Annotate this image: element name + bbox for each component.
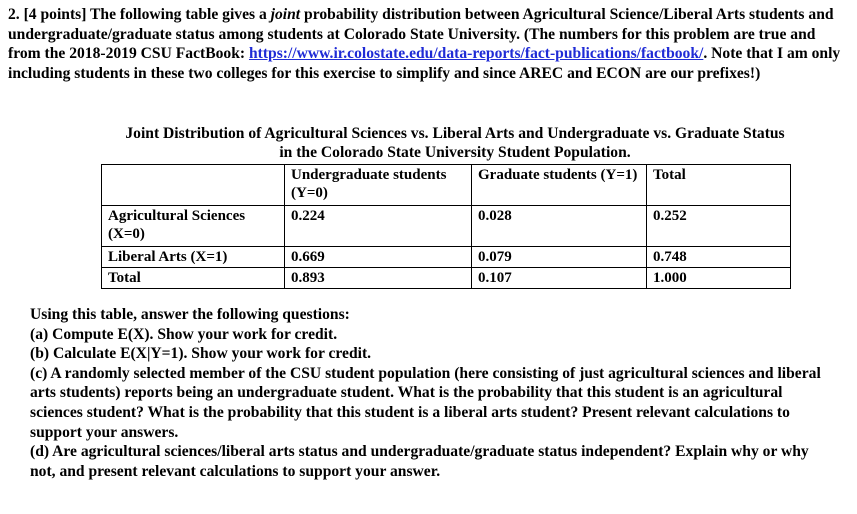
table-cell: 0.893	[285, 268, 472, 289]
question-a: (a) Compute E(X). Show your work for credit.	[30, 325, 338, 343]
table-header-row	[102, 165, 791, 206]
row-label-agricultural: Agricultural Sciences (X=0)	[102, 206, 285, 247]
table-title	[70, 125, 840, 162]
table-cell: 0.748	[647, 247, 791, 268]
question-intro	[8, 5, 843, 83]
row-label-total: Total	[102, 268, 285, 289]
intro-text-3: . Note that I am only including students in these two colleges for this exercise to simplify and since AREC and ECON are our prefixes!)	[8, 45, 841, 82]
table-row	[102, 268, 791, 289]
header-cell-graduate: Graduate students (Y=1)	[472, 165, 647, 206]
table-title-line-1: Joint Distribution of Agricultural Sciences vs. Liberal Arts and Undergraduate vs. Graduate Status	[125, 125, 785, 142]
table-cell: 0.107	[472, 268, 647, 289]
table-row	[102, 247, 791, 268]
header-cell-empty	[102, 165, 285, 206]
question-list	[30, 305, 830, 481]
table-cell: 0.252	[647, 206, 791, 247]
table-cell: 1.000	[647, 268, 791, 289]
question-c: (c) A randomly selected member of the CSU student population (here consisting of just agricultural sciences and liberal arts students) reports being an undergraduate student. What is the probability that this student is an agricultural sciences student? What is the probability that this student is a liberal arts student? Present relevant calculations to support your answers.	[30, 364, 821, 441]
table-cell: 0.224	[285, 206, 472, 247]
table-cell: 0.079	[472, 247, 647, 268]
intro-joint-word: joint	[270, 6, 301, 23]
question-b: (b) Calculate E(X|Y=1). Show your work for credit.	[30, 345, 372, 363]
intro-text-2: probability distribution between Agricultural Science/Liberal Arts students and undergraduate/graduate status among students at Colorado State University. (The numbers for this problem are true and from the 2018-2019 CSU FactBook:	[8, 6, 834, 63]
header-cell-total: Total	[647, 165, 791, 206]
joint-distribution-table	[101, 164, 791, 289]
table-cell: 0.669	[285, 247, 472, 268]
intro-text-1: 2. [4 points] The following table gives a	[8, 6, 271, 23]
table-cell: 0.028	[472, 206, 647, 247]
header-cell-undergraduate: Undergraduate students (Y=0)	[285, 165, 472, 206]
factbook-link[interactable]: https://www.ir.colostate.edu/data-reports/fact-publications/factbook/	[248, 45, 704, 63]
question-d: (d) Are agricultural sciences/liberal arts status and undergraduate/graduate status independent? Explain why or why not, and present relevant calculations to support your answer.	[30, 443, 809, 480]
questions-lead: Using this table, answer the following questions:	[30, 306, 350, 323]
row-label-liberal-arts: Liberal Arts (X=1)	[102, 247, 285, 268]
table-row	[102, 206, 791, 247]
table-title-line-2: in the Colorado State University Student Population.	[279, 143, 631, 161]
